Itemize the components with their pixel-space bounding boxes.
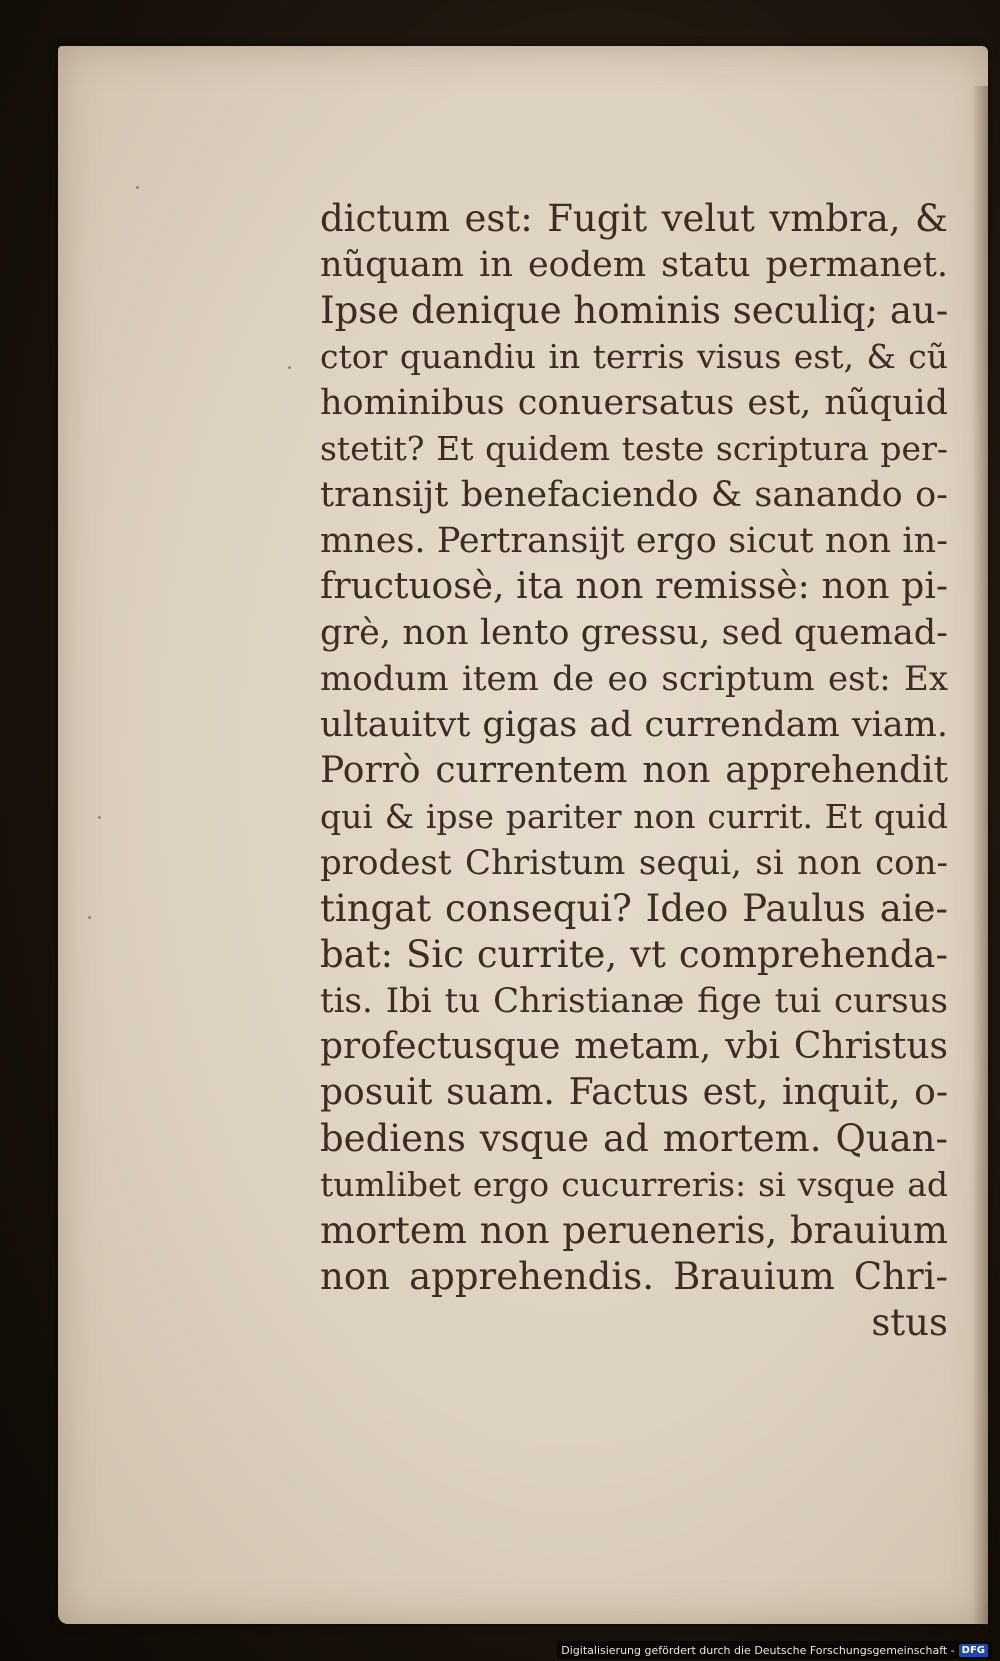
text-line: non apprehendis. Brauium Chri- <box>320 1255 948 1298</box>
credit-text: Digitalisierung gefördert durch die Deutsche Forschungsgemeinschaft - <box>561 1643 955 1657</box>
text-line: dictum est: Fugit velut vmbra, & <box>320 197 948 240</box>
text-line: ultauitvt gigas ad currendam viam. <box>320 705 948 745</box>
text-line: prodest Christum sequi, si non con- <box>320 843 948 883</box>
text-line: Porrò currentem non apprehendit <box>320 750 948 791</box>
text-line: profectusque metam, vbi Christus <box>320 1026 948 1067</box>
text-line: bat: Sic currite, vt comprehenda- <box>320 933 948 976</box>
text-line: mnes. Pertransijt ergo sicut non in- <box>320 521 948 561</box>
body-text <box>320 196 948 1346</box>
page-edge-shadow <box>972 86 988 1626</box>
text-line: Ipse denique hominis seculiq; au- <box>320 289 948 332</box>
text-line: posuit suam. Factus est, inquit, o- <box>320 1072 948 1113</box>
text-line: nũquam in eodem statu permanet. <box>320 245 948 285</box>
catchword: stus <box>871 1301 948 1344</box>
text-line: hominibus conuersatus est, nũquid <box>320 383 948 423</box>
text-line: modum item de eo scriptum est: Ex <box>320 659 948 699</box>
text-line: tis. Ibi tu Christianæ fige tui cursus <box>320 981 948 1021</box>
text-line: tingat consequi? Ideo Paulus aie- <box>320 887 948 930</box>
text-line: ctor quandiu in terris visus est, & cũ <box>320 337 948 376</box>
text-line: qui & ipse pariter non currit. Et quid <box>320 797 948 836</box>
text-line: fructuosè, ita non remissè: non pi- <box>320 566 948 607</box>
paper-speck <box>136 186 139 189</box>
text-line: bediens vsque ad mortem. Quan- <box>320 1117 948 1160</box>
text-line: stetit? Et quidem teste scriptura per- <box>320 429 948 468</box>
digitization-credit <box>557 1641 992 1659</box>
paper-speck <box>98 816 101 819</box>
text-line: transijt benefaciendo & sanando o- <box>320 475 948 515</box>
text-line: tumlibet ergo cucurreris: si vsque ad <box>320 1165 948 1204</box>
dfg-logo: DFG <box>959 1644 988 1657</box>
paper-speck <box>288 366 291 369</box>
book-page <box>58 46 988 1624</box>
text-line: mortem non perueneris, brauium <box>320 1209 948 1252</box>
text-line: grè, non lento gressu, sed quemad- <box>320 613 948 653</box>
paper-speck <box>88 916 91 919</box>
